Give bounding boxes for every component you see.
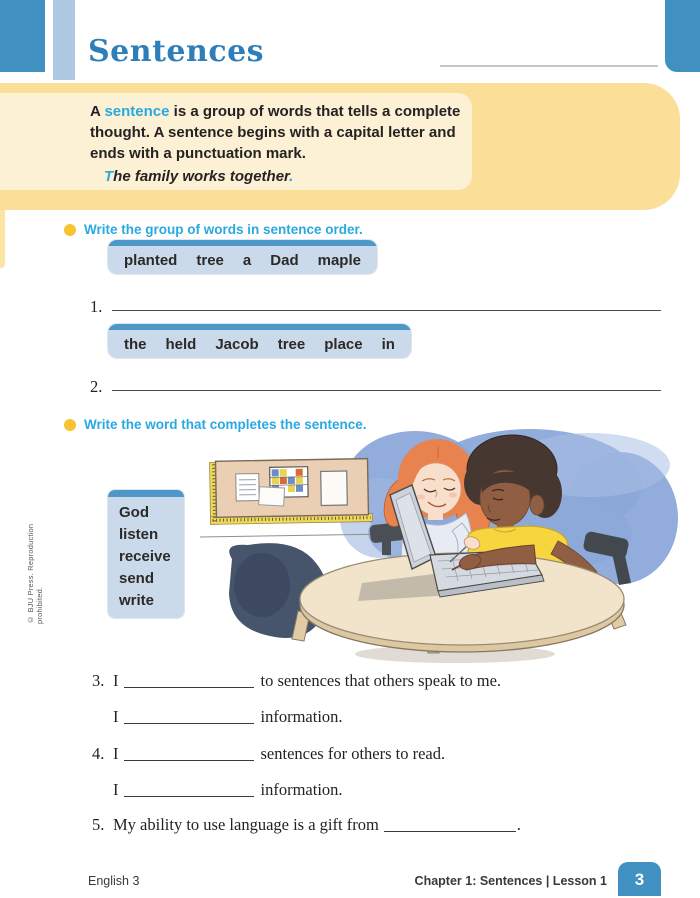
word-bank-box xyxy=(108,490,184,618)
section-bullet-icon xyxy=(64,419,76,431)
word-bank-header xyxy=(108,490,184,497)
definition-term: sentence xyxy=(104,103,169,120)
item-number-2: 2. xyxy=(90,377,102,397)
item-number: 4. xyxy=(92,744,113,764)
definition-box-edge xyxy=(0,210,5,268)
word: planted xyxy=(124,252,177,269)
section-bullet-icon xyxy=(64,224,76,236)
word: tree xyxy=(196,252,224,269)
fill-in-item-5 xyxy=(92,815,521,835)
student-name-line[interactable] xyxy=(440,65,658,67)
bulletin-board xyxy=(210,459,373,525)
answer-line-1[interactable] xyxy=(112,310,661,311)
children-laptop-illustration xyxy=(200,423,680,668)
example-sentence xyxy=(104,168,293,185)
corner-block-right xyxy=(665,0,700,72)
fill-in-item-3 xyxy=(92,671,501,691)
item-number-1: 1. xyxy=(90,297,102,317)
example-capital: T xyxy=(104,168,113,185)
word-bank-item: write xyxy=(119,590,184,612)
word: a xyxy=(243,252,251,269)
answer-blank[interactable] xyxy=(124,783,254,797)
word-bank-item: send xyxy=(119,568,184,590)
definition-text xyxy=(90,101,462,164)
header-accent-bar xyxy=(53,0,75,80)
item-pre-text: I xyxy=(113,744,119,763)
instruction-2: Write the word that completes the sentence. xyxy=(84,417,367,432)
word: Jacob xyxy=(215,336,258,353)
footer-book-title: English 3 xyxy=(88,874,139,888)
example-period: . xyxy=(289,168,293,185)
word-group-box-1 xyxy=(108,240,377,274)
copyright-notice: © BJU Press. Reproduction prohibited. xyxy=(26,492,44,624)
definition-rest: is a group of words that tells a complete thought. A sentence begins with a capital letter and ends with a punctuation mark. xyxy=(90,103,460,162)
word: Dad xyxy=(270,252,298,269)
item-number: 5. xyxy=(92,815,113,835)
item-post-text: sentences for others to read. xyxy=(261,744,446,763)
item-post-text: information. xyxy=(261,780,343,799)
item-pre-text: My ability to use language is a gift from xyxy=(113,815,379,834)
answer-blank[interactable] xyxy=(124,674,254,688)
word: place xyxy=(324,336,362,353)
word-bank-item: God xyxy=(119,502,184,524)
item-post-text: information. xyxy=(261,707,343,726)
word: held xyxy=(166,336,197,353)
item-number: 3. xyxy=(92,671,113,691)
item-post-text: to sentences that others speak to me. xyxy=(261,671,502,690)
word-bank-item: receive xyxy=(119,546,184,568)
item-pre-text: I xyxy=(113,671,119,690)
word-group-box-2 xyxy=(108,324,411,358)
word-bank-item: listen xyxy=(119,524,184,546)
answer-line-2[interactable] xyxy=(112,390,661,391)
word: the xyxy=(124,336,147,353)
item-post-text: . xyxy=(517,815,521,834)
answer-blank[interactable] xyxy=(124,710,254,724)
item-pre-text: I xyxy=(113,780,119,799)
fill-in-item-3b xyxy=(92,707,343,727)
definition-lead: A xyxy=(90,103,100,120)
word: in xyxy=(382,336,395,353)
corner-block-left xyxy=(0,0,45,72)
example-body: he family works together xyxy=(113,168,289,185)
word: tree xyxy=(278,336,306,353)
footer-chapter-lesson: Chapter 1: Sentences | Lesson 1 xyxy=(380,874,607,888)
fill-in-item-4b xyxy=(92,780,343,800)
instruction-1: Write the group of words in sentence order. xyxy=(84,222,363,237)
item-pre-text: I xyxy=(113,707,119,726)
page-number-tab: 3 xyxy=(618,862,661,896)
fill-in-item-4 xyxy=(92,744,445,764)
word: maple xyxy=(318,252,361,269)
answer-blank[interactable] xyxy=(384,818,516,832)
page-title: Sentences xyxy=(88,34,264,69)
answer-blank[interactable] xyxy=(124,747,254,761)
